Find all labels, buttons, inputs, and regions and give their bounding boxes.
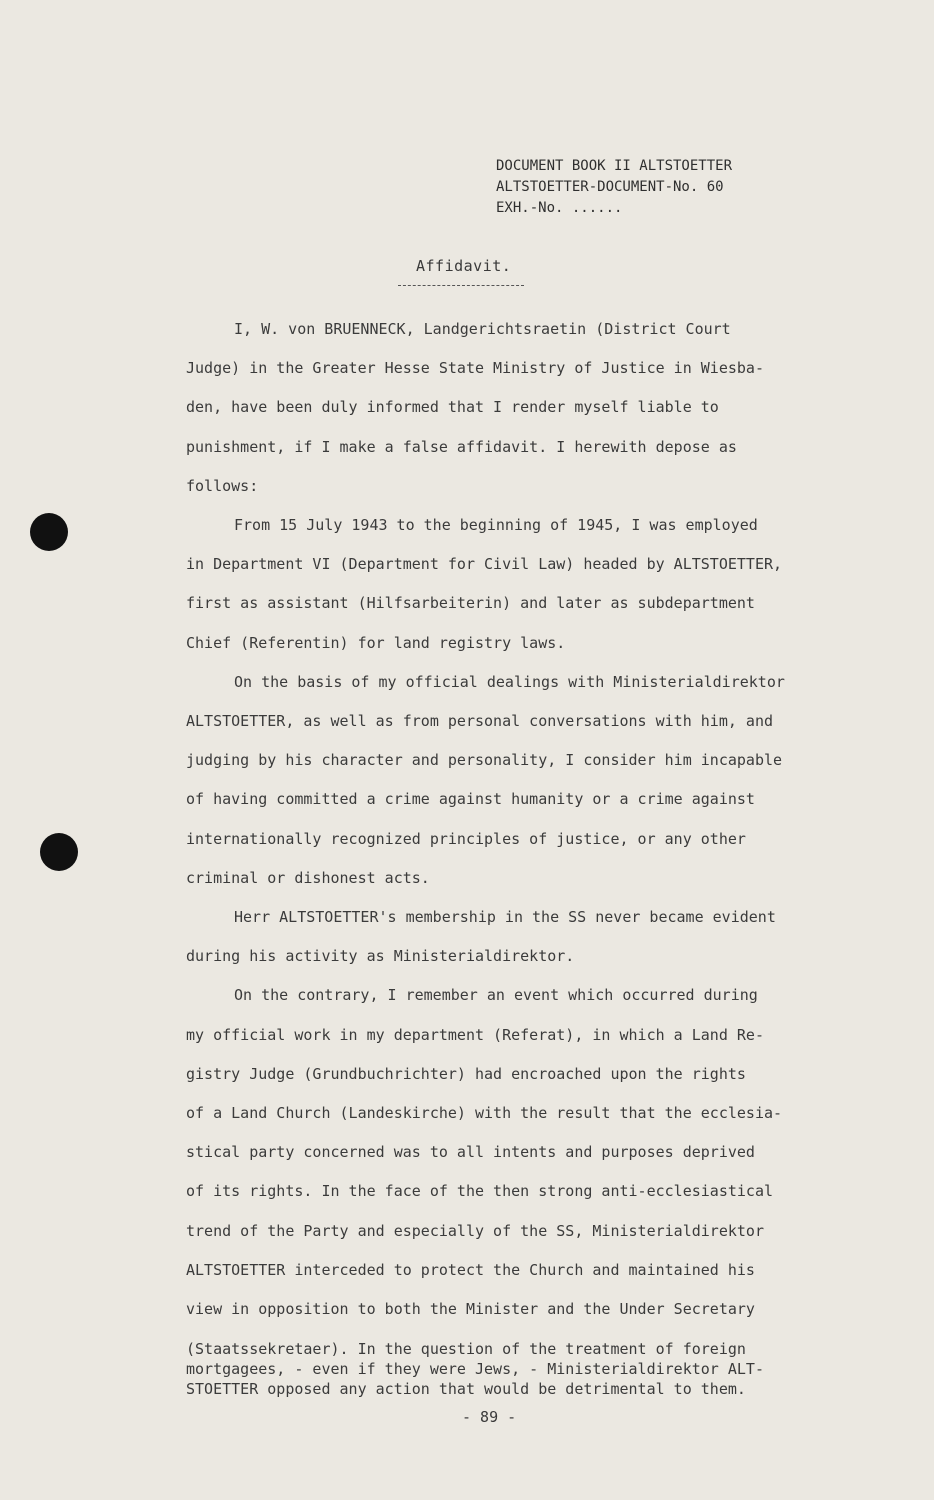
header-exhibit-number: EXH.-No. ...... [496,200,623,216]
body-line: STOETTER opposed any action that would be detrimental to them. [186,1380,746,1399]
punch-hole-bottom [40,833,78,871]
body-line: criminal or dishonest acts. [186,868,430,887]
body-line: Judge) in the Greater Hesse State Ministry of Justice in Wiesba- [186,359,764,378]
body-line: (Staatssekretaer). In the question of the treatment of foreign [186,1340,746,1359]
body-line: follows: [186,476,259,495]
body-line: ALTSTOETTER interceded to protect the Church and maintained his [186,1260,755,1279]
body-line: of a Land Church (Landeskirche) with the result that the ecclesia- [186,1104,783,1123]
punch-hole-top [30,513,68,551]
body-line: From 15 July 1943 to the beginning of 1945, I was employed [234,516,758,535]
body-line: punishment, if I make a false affidavit. I herewith depose as [186,437,737,456]
header-document-number: ALTSTOETTER-DOCUMENT-No. 60 [496,179,724,195]
title-underline [398,285,524,286]
paragraph-ss-membership [186,898,846,976]
body-line: of its rights. In the face of the then strong anti-ecclesiastical [186,1182,773,1201]
header-book-line: DOCUMENT BOOK II ALTSTOETTER [496,158,733,174]
body-line: On the contrary, I remember an event which occurred during [234,986,758,1005]
document-header [496,156,732,219]
body-line: On the basis of my official dealings with Ministerialdirektor [234,672,785,691]
body-line: during his activity as Ministerialdirektor. [186,947,575,966]
page-number: - 89 - [462,1408,517,1426]
paragraph-church-event [186,976,846,1399]
body-line: internationally recognized principles of justice, or any other [186,829,746,848]
document-title: Affidavit. [416,257,512,275]
body-line: trend of the Party and especially of the SS, Ministerialdirektor [186,1221,764,1240]
body-line: gistry Judge (Grundbuchrichter) had encroached upon the rights [186,1064,746,1083]
body-line: stical party concerned was to all intents and purposes deprived [186,1143,755,1162]
body-line: I, W. von BRUENNECK, Landgerichtsraetin (District Court [234,320,731,338]
body-line: first as assistant (Hilfsarbeiterin) and later as subdepartment [186,594,755,613]
paragraph-employment [186,506,846,663]
body-line: judging by his character and personality, I consider him incapable [186,751,783,770]
paragraph-character [186,663,846,898]
body-line: Chief (Referentin) for land registry laws. [186,633,566,652]
body-line: den, have been duly informed that I render myself liable to [186,398,719,417]
body-line: in Department VI (Department for Civil Law) headed by ALTSTOETTER, [186,555,783,574]
body-line: ALTSTOETTER, as well as from personal conversations with him, and [186,712,773,731]
affidavit-body [186,310,846,1399]
paragraph-introduction [186,310,846,506]
body-line: Herr ALTSTOETTER's membership in the SS never became evident [234,908,776,927]
body-line: of having committed a crime against humanity or a crime against [186,790,755,809]
body-line: my official work in my department (Referat), in which a Land Re- [186,1025,764,1044]
body-line: mortgagees, - even if they were Jews, - Ministerialdirektor ALT- [186,1360,764,1379]
body-line: view in opposition to both the Minister and the Under Secretary [186,1300,755,1319]
